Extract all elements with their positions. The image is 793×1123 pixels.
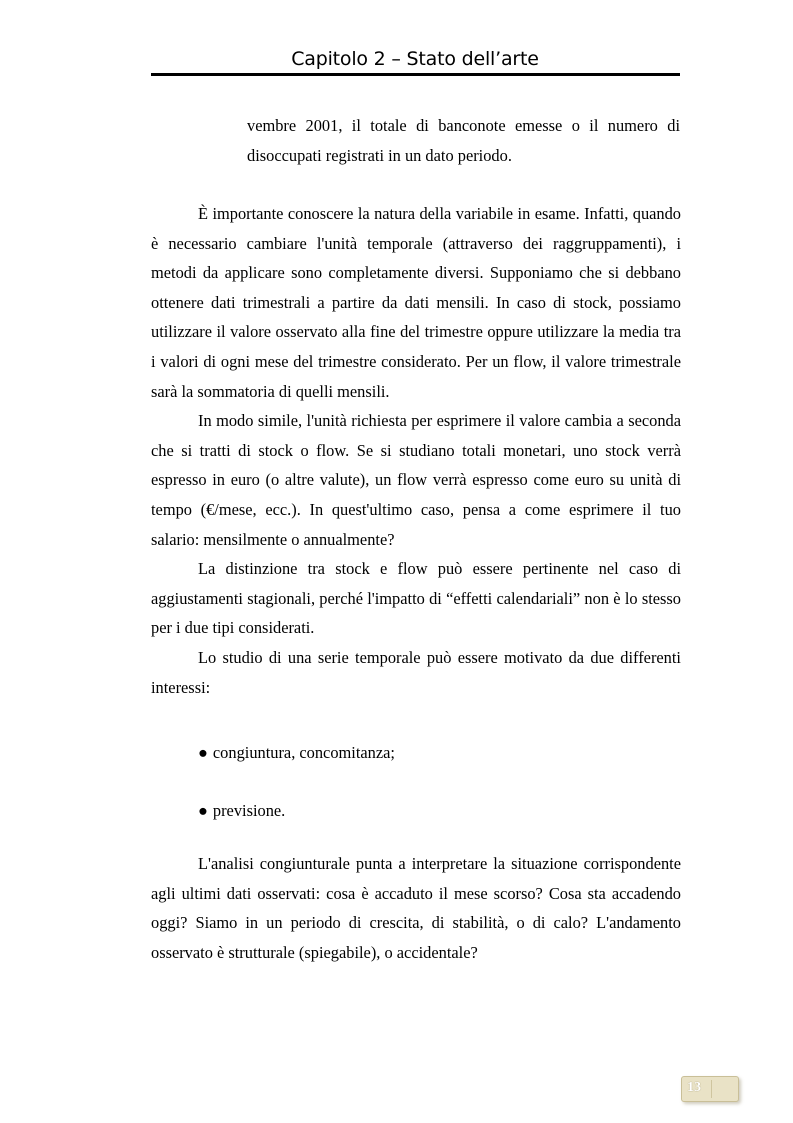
- bullet-text-2: previsione.: [212, 801, 286, 820]
- paragraph-2: In modo simile, l'unità richiesta per esprimere il valore cambia a seconda che si tratti di stock o flow. Se si studiano totali monetari, uno stock verrà espresso in euro (o altre valute), un flow verrà espresso come euro su unità di tempo (€/mese, ecc.). In quest'ultimo caso, pensa a come esprimere il tuo salario: mensilmente o annualmente?: [151, 411, 681, 549]
- continuation-text: vembre 2001, il totale di banconote emesse o il numero di disoccupati registrati in un dato periodo.: [247, 116, 680, 165]
- continuation-paragraph: [247, 111, 680, 170]
- bullet-item-2: [198, 799, 285, 823]
- bullet-text-1: congiuntura, concomitanza;: [212, 743, 395, 762]
- header-rule: [151, 73, 680, 76]
- page-number-badge: [681, 1076, 739, 1102]
- paragraph-4: Lo studio di una serie temporale può essere motivato da due differenti interessi:: [151, 647, 681, 697]
- page-number: 13: [687, 1080, 701, 1095]
- paragraph-1: È importante conoscere la natura della variabile in esame. Infatti, quando è necessario cambiare l'unità temporale (attraverso dei raggruppamenti), i metodi da applicare sono completamente diversi. Supponiamo che si debbano ottenere dati trimestrali a partire da dati mensili. In caso di stock, possiamo utilizzare il valore osservato alla fine del trimestre oppure utilizzare la media tra i valori di ogni mese del trimestre considerato. Per un flow, il valore trimestrale sarà la sommatoria di quelli mensili.: [151, 204, 681, 401]
- bullet-marker-icon: ●: [198, 801, 208, 820]
- closing-section: [151, 849, 681, 967]
- closing-paragraph: L'analisi congiunturale punta a interpretare la situazione corrispondente agli ultimi dati osservati: cosa è accaduto il mese scorso? Cosa sta accadendo oggi? Siamo in un periodo di crescita, di stabilità, o di calo? L'andamento osservato è strutturale (spiegabile), o accidentale?: [151, 854, 681, 962]
- bullet-item-1: [198, 741, 395, 765]
- bullet-marker-icon: ●: [198, 743, 208, 762]
- paragraph-3: La distinzione tra stock e flow può essere pertinente nel caso di aggiustamenti stagionali, perché l'impatto di “effetti calendariali” non è lo stesso per i due tipi considerati.: [151, 559, 681, 638]
- badge-divider: [711, 1080, 712, 1098]
- main-paragraphs: [151, 199, 681, 702]
- running-header-title: Capitolo 2 – Stato dell’arte: [291, 48, 539, 70]
